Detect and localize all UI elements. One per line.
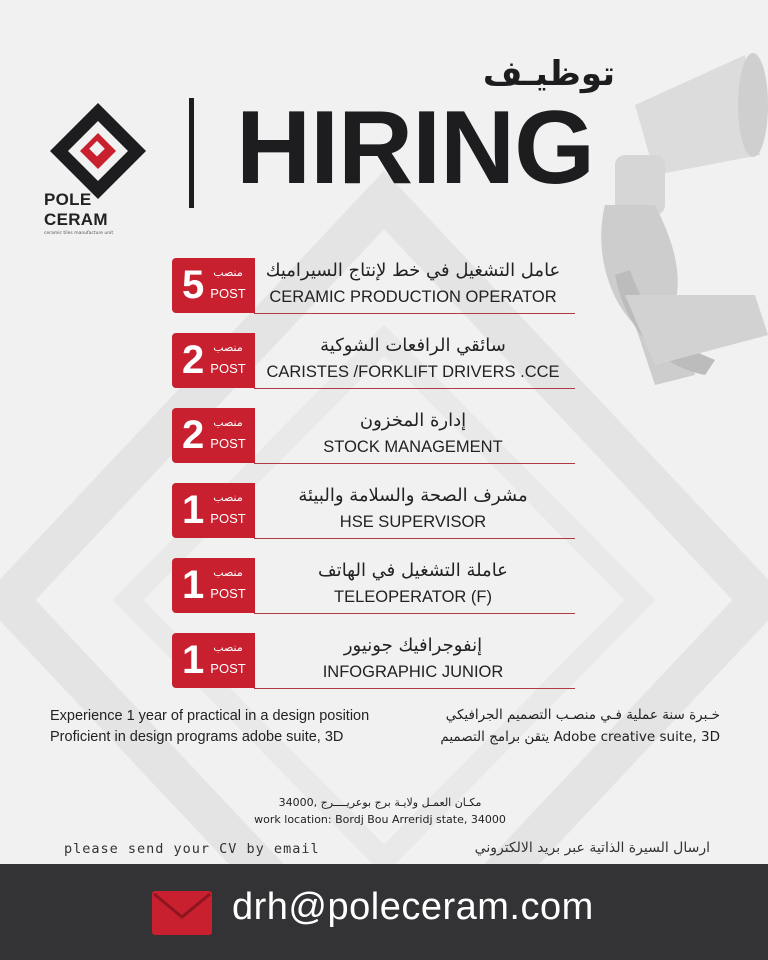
- job-title-ar: إنفوجرافيك جونيور: [343, 635, 483, 656]
- requirement-ar-1: خـبرة سنة عملية فـي منصـب التصميم الجرافيكي: [445, 707, 720, 723]
- post-label-en: POST: [210, 661, 246, 676]
- job-title-ar: عاملة التشغيل في الهاتف: [318, 560, 508, 581]
- jobs-list: [172, 258, 575, 708]
- post-label-ar: منصب: [213, 266, 243, 279]
- job-item: [172, 483, 575, 558]
- post-count: 5: [182, 263, 205, 307]
- brand-name: POLE CERAM: [44, 190, 108, 229]
- title-hiring: HIRING: [236, 90, 594, 206]
- post-count-badge: [172, 408, 255, 463]
- post-label-en: POST: [210, 286, 246, 301]
- job-title-en: CARISTES /FORKLIFT DRIVERS .CCE: [266, 363, 560, 381]
- post-label-en: POST: [210, 586, 246, 601]
- job-item: [172, 633, 575, 708]
- requirement-ar-2: يتقن برامج التصميم Adobe creative suite, 3D: [440, 729, 720, 745]
- job-item: [172, 558, 575, 633]
- location-ar: مكـان العمـل ولايـة برج بوعريــــرج ,34000: [278, 796, 482, 809]
- post-count-badge: [172, 633, 255, 688]
- requirement-en-2: Proficient in design programs adobe suite, 3D: [50, 729, 344, 745]
- job-underline: [254, 388, 575, 389]
- job-title-en: CERAMIC PRODUCTION OPERATOR: [269, 288, 557, 306]
- post-count-badge: [172, 258, 255, 313]
- post-label-ar: منصب: [213, 566, 243, 579]
- envelope-icon: [152, 891, 212, 935]
- post-count: 1: [182, 563, 205, 607]
- title-arabic: توظيـف: [482, 54, 615, 94]
- job-underline: [254, 688, 575, 689]
- send-cv-ar: ارسال السيرة الذاتية عبر بريد الالكتروني: [474, 840, 710, 856]
- requirement-en-1: Experience 1 year of practical in a design position: [50, 708, 370, 724]
- job-title-en: TELEOPERATOR (F): [334, 588, 492, 606]
- post-count-badge: [172, 558, 255, 613]
- job-title-en: INFOGRAPHIC JUNIOR: [322, 663, 504, 681]
- post-count: 1: [182, 638, 205, 682]
- post-count: 2: [182, 413, 205, 457]
- contact-footer: [0, 864, 768, 960]
- requirements-ar: [400, 704, 720, 748]
- job-title-en: HSE SUPERVISOR: [339, 513, 487, 531]
- requirements-en: [50, 706, 369, 748]
- brand-subtitle: ceramic tiles manufacture unit: [44, 231, 114, 236]
- job-item: [172, 258, 575, 333]
- job-item: [172, 408, 575, 483]
- job-item: [172, 333, 575, 408]
- email-link[interactable]: drh@poleceram.com: [232, 886, 594, 928]
- post-label-ar: منصب: [213, 341, 243, 354]
- post-label-en: POST: [210, 361, 246, 376]
- post-count-badge: [172, 483, 255, 538]
- job-underline: [254, 538, 575, 539]
- post-label-ar: منصب: [213, 641, 243, 654]
- post-label-ar: منصب: [213, 416, 243, 429]
- job-title-en: STOCK MANAGEMENT: [323, 438, 503, 456]
- post-label-en: POST: [210, 511, 246, 526]
- send-cv-en: please send your CV by email: [64, 841, 320, 857]
- post-label-ar: منصب: [213, 491, 243, 504]
- job-underline: [254, 613, 575, 614]
- post-count: 2: [182, 338, 205, 382]
- header-divider: [189, 98, 194, 208]
- post-count-badge: [172, 333, 255, 388]
- logo-text: [44, 190, 154, 236]
- job-title-ar: مشرف الصحة والسلامة والبيئة: [298, 485, 528, 506]
- job-title-ar: عامل التشغيل في خط لإنتاج السيراميك: [265, 260, 561, 281]
- post-count: 1: [182, 488, 205, 532]
- work-location: [250, 794, 510, 828]
- location-en: work location: Bordj Bou Arreridj state, 34000: [254, 813, 506, 826]
- job-underline: [254, 463, 575, 464]
- job-underline: [254, 313, 575, 314]
- post-label-en: POST: [210, 436, 246, 451]
- job-title-ar: سائقي الرافعات الشوكية: [320, 335, 506, 356]
- job-title-ar: إدارة المخزون: [359, 410, 467, 431]
- megaphone-icon: [595, 45, 768, 405]
